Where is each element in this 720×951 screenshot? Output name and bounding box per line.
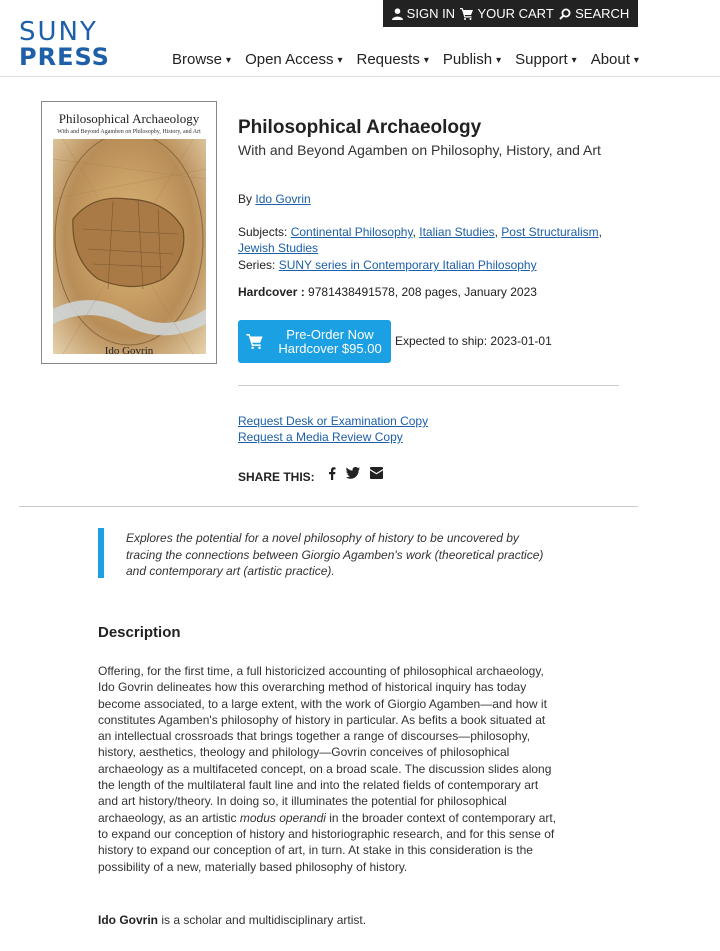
cover-author: Ido Govrin	[104, 345, 154, 357]
search-icon	[559, 8, 571, 20]
suny-press-logo[interactable]	[19, 19, 110, 69]
cart-icon	[246, 334, 263, 349]
cover-subtitle: With and Beyond Agamben on Philosophy, History, and Art	[57, 129, 201, 135]
nav-publish-label: Publish	[442, 51, 493, 68]
nav-requests-label: Requests	[356, 51, 420, 68]
search-link[interactable]	[559, 6, 629, 21]
user-icon	[392, 8, 403, 20]
nav-support-label: Support	[515, 51, 568, 68]
share-bar	[238, 462, 383, 484]
nav-open-access-label: Open Access	[245, 51, 334, 68]
divider	[238, 385, 619, 386]
share-label: SHARE THIS:	[238, 470, 315, 484]
nav-open-access[interactable]	[245, 51, 342, 68]
nav-about[interactable]	[591, 51, 639, 68]
author-bio	[98, 913, 366, 927]
subject-link-continental-philosophy[interactable]: Continental Philosophy	[290, 225, 413, 239]
pre-order-label	[269, 328, 391, 356]
chevron-down-icon: ▾	[571, 55, 577, 66]
author-link[interactable]: Ido Govrin	[255, 192, 311, 206]
nav-requests[interactable]	[356, 51, 428, 68]
chevron-down-icon: ▾	[423, 55, 429, 66]
nav-browse[interactable]	[172, 51, 231, 68]
request-media-copy-link[interactable]: Request a Media Review Copy	[238, 430, 403, 444]
cover-map-image	[53, 139, 206, 354]
series-label: Series:	[238, 258, 276, 272]
cart-label: YOUR CART	[477, 6, 554, 21]
cart-link[interactable]	[460, 6, 553, 21]
blurb-accent-bar	[98, 528, 104, 578]
book-blurb: Explores the potential for a novel philosophy of history to be uncovered by tracing the connections between Giorgio Agamben's work (theoretical practice) and contemporary art (artistic practice).	[126, 531, 544, 578]
series	[238, 257, 537, 273]
pre-order-line-2: Hardcover $95.00	[278, 340, 382, 356]
subject-link-post-structuralism[interactable]: Post Structuralism	[501, 225, 599, 239]
book-title: Philosophical Archaeology	[238, 117, 482, 138]
main-nav	[172, 51, 639, 68]
request-desk-copy-link[interactable]: Request Desk or Examination Copy	[238, 414, 429, 428]
bio-text: is a scholar and multidisciplinary artist.	[158, 913, 367, 927]
format-info	[238, 284, 537, 300]
search-label: SEARCH	[575, 6, 630, 21]
chevron-down-icon: ▾	[496, 55, 502, 66]
utility-nav	[383, 0, 638, 27]
cover-title: Philosophical Archaeology	[58, 111, 200, 126]
subjects-label: Subjects:	[238, 225, 288, 239]
sign-in-label: SIGN IN	[406, 6, 456, 21]
subject-link-jewish-studies[interactable]: Jewish Studies	[238, 241, 319, 255]
description-italic: modus operandi	[239, 810, 326, 825]
nav-browse-label: Browse	[172, 51, 223, 68]
pre-order-line-1: Pre-Order Now	[286, 326, 374, 342]
by-label: By	[238, 192, 253, 206]
subjects: Subjects: Continental Philosophy, Italian Studies, Post Structuralism, Jewish Studies	[238, 225, 602, 255]
description-part-2: in the broader context of contemporary art, to expand our conception of history and historiographic research, and for this sense of history to expand our conception of art, in turn. At stake in this consideration is the possibility of a new, materially based philosophy of history.	[98, 810, 557, 874]
email-icon[interactable]	[370, 467, 383, 479]
facebook-icon[interactable]	[328, 467, 336, 480]
description-part-1: Offering, for the first time, a full historicized accounting of philosophical archaeology, Ido Govrin delineates how this overarching method of historical inquiry has today become associated, to a large extent, with the work of Giorgio Agamben—and how it constitutes Agamben's philosophy of history in particular. As befits a book situated at an intellectual crossroads that brings together a range of discourses—philosophy, history, aesthetics, theology and philology—Govrin conceives of philosophical archaeology as a multifaceted concept, on a broad scale. The discussion slides along the length of the multilateral fault line and into the related fields of contemporary art and art history/theory. In doing so, it illuminates the potential for philosophical archaeology, as an artistic	[98, 664, 552, 825]
nav-about-label: About	[590, 51, 630, 68]
book-subtitle: With and Beyond Agamben on Philosophy, History, and Art	[238, 142, 601, 158]
nav-publish[interactable]	[443, 51, 501, 68]
series-link[interactable]: SUNY series in Contemporary Italian Philosophy	[278, 258, 537, 272]
byline	[238, 191, 311, 207]
nav-support[interactable]	[515, 51, 577, 68]
header-divider	[0, 76, 720, 77]
twitter-icon[interactable]	[346, 467, 360, 479]
format-details: 9781438491578, 208 pages, January 2023	[308, 285, 537, 299]
description-text	[98, 663, 560, 875]
sign-in-link[interactable]	[392, 6, 455, 21]
description-heading: Description	[98, 624, 181, 641]
chevron-down-icon: ▾	[633, 55, 639, 66]
pre-order-button[interactable]	[238, 320, 391, 363]
book-cover	[41, 101, 217, 364]
format-label: Hardcover :	[238, 285, 305, 299]
chevron-down-icon: ▾	[337, 55, 343, 66]
chevron-down-icon: ▾	[226, 55, 232, 66]
ship-date: Expected to ship: 2023-01-01	[395, 334, 552, 348]
divider	[19, 506, 638, 507]
logo-line-2: PRESS	[19, 43, 110, 71]
bio-name: Ido Govrin	[98, 913, 158, 927]
logo-line-1: SUNY	[19, 17, 98, 47]
cart-icon	[460, 8, 473, 20]
subject-link-italian-studies[interactable]: Italian Studies	[419, 225, 495, 239]
